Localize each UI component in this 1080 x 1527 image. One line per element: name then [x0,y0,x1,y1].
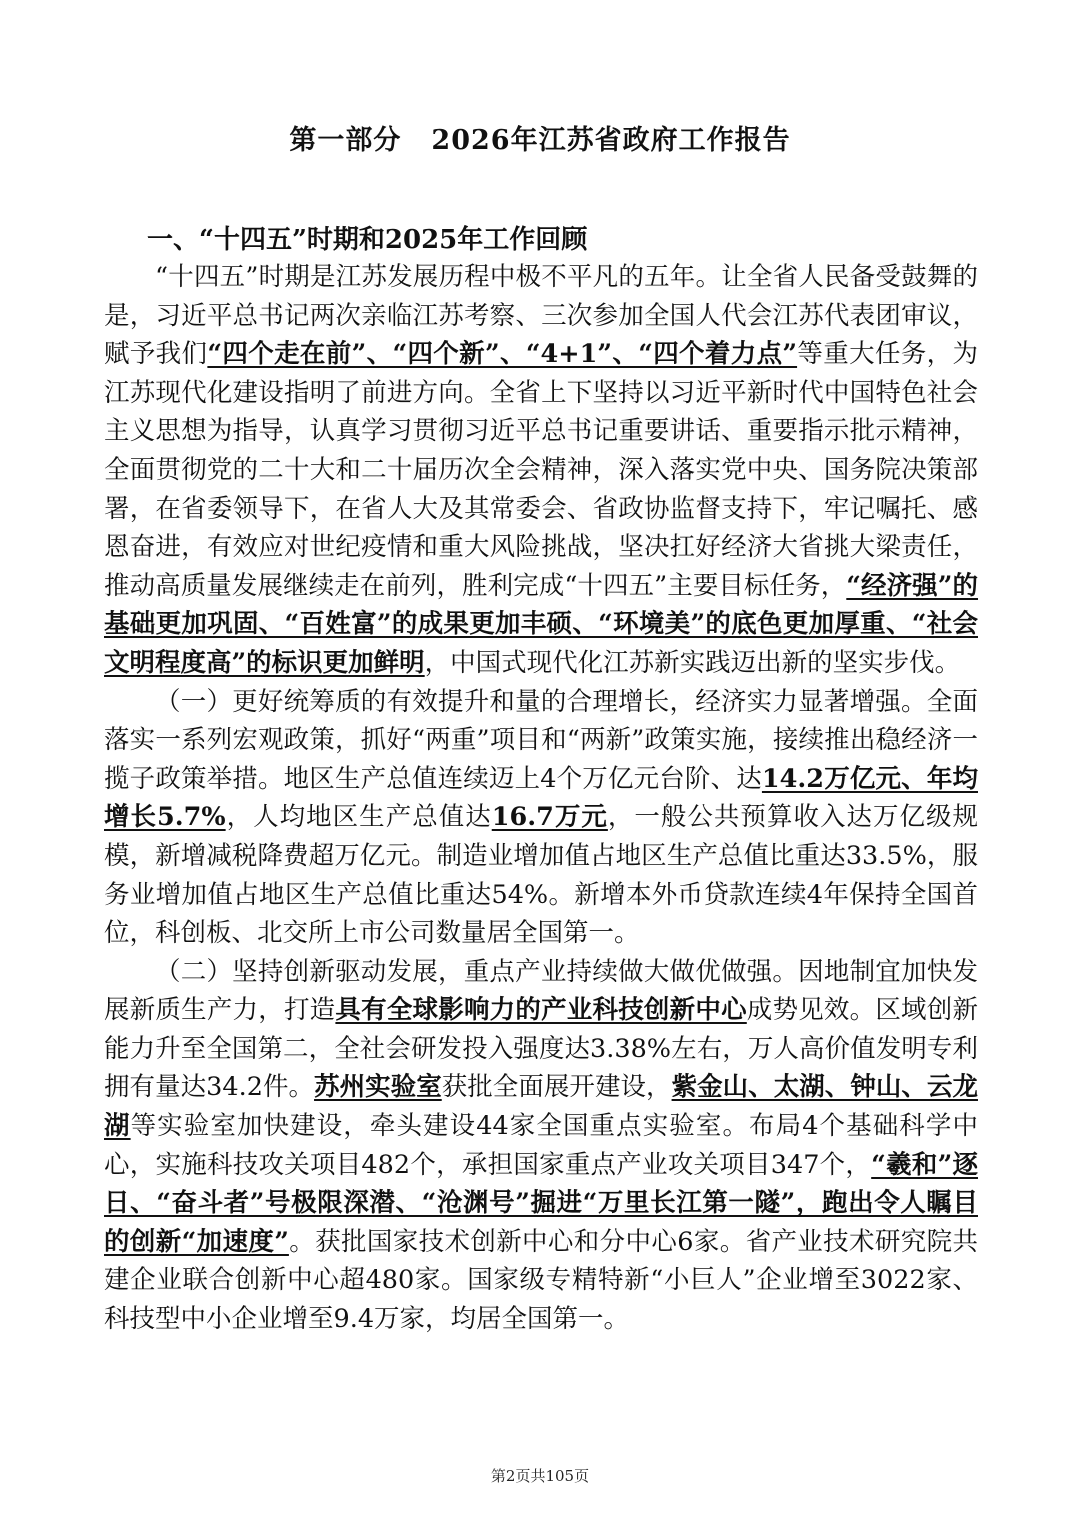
text-run: 获批全面展开建设， [441,1072,672,1103]
page-title [0,118,1080,157]
paragraph-1 [104,258,978,683]
text-run: ，人均地区生产总值达 [225,802,492,833]
text-run: ，一般公共预算收入达万亿级规模，新增减税降费超万亿元。制造业增加值占地区生产总值比重达33.5%，服务业增加值占地区生产总值比重达54%。新增本外币贷款连续4年保持全国首位，科创板、北交所上市公司数量居全国第一。 [104,802,978,949]
text-run: 成势见效。区域创新能力升至全国第二，全社会研发投入强度达3.38%左右，万人高价值发明专利拥有量达34.2件。 [104,995,978,1103]
text-run: “十四五”时期是江苏发展历程中极不平凡的五年。让全省人民备受鼓舞的是，习近平总书记两次亲临江苏考察、三次参加全国人代会江苏代表团审议，赋予我们 [104,262,978,370]
section-heading: 一、“十四五”时期和2025年工作回顾 [147,225,588,255]
text-run: 等实验室加快建设，牵头建设44家全国重点实验室。布局4个基础科学中心，实施科技攻关项目482个，承担国家重点产业攻关项目347个， [104,1111,978,1180]
page-footer: 第2页共105页 [490,1467,590,1485]
title-main: 2026年江苏省政府工作报告 [431,125,791,156]
paragraph-3 [104,953,978,1339]
text-run: ，中国式现代化江苏新实践迈出新的坚实步伐。 [424,647,961,678]
highlighted-text: 苏州实验室 [314,1072,442,1103]
text-run: 等重大任务，为江苏现代化建设指明了前进方向。全省上下坚持以习近平新时代中国特色社会主义思想为指导，认真学习贯彻习近平总书记重要讲话、重要指示批示精神，全面贯彻党的二十大和二十届历次全会精神，深入落实党中央、国务院决策部署，在省委领导下，在省人大及其常委会、省政协监督支持下，牢记嘱托、感恩奋进，有效应对世纪疫情和重大风险挑战，坚决扛好经济大省挑大梁责任，推动高质量发展继续走在前列，胜利完成“十四五”主要目标任务， [104,339,978,601]
highlighted-text: 具有全球影响力的产业科技创新中心 [335,995,747,1026]
highlighted-text: “四个走在前”、“四个新”、“4+1”、“四个着力点” [207,339,798,370]
text-run: （二）坚持创新驱动发展，重点产业持续做大做优做强。因地制宜加快发展新质生产力，打造 [104,956,978,1026]
highlighted-text: 紫金山、太湖、钟山、云龙湖 [104,1072,978,1142]
text-run: 。获批国家技术创新中心和分中心6家。省产业技术研究院共建企业联合创新中心超480家。国家级专精特新“小巨人”企业增至3022家、科技型中小企业增至9.4万家，均居全国第一。 [104,1226,978,1335]
highlighted-text: 14.2万亿元、年均增长5.7% [104,763,978,833]
text-run: （一）更好统筹质的有效提升和量的合理增长，经济实力显著增强。全面落实一系列宏观政策，抓好“两重”项目和“两新”政策实施，接续推出稳经济一揽子政策举措。地区生产总值连续迈上4个万亿元台阶、达 [104,686,978,794]
highlighted-text: 16.7万元 [491,802,608,833]
paragraph-2 [104,683,978,953]
body-text [104,258,978,1339]
highlighted-text: “经济强”的基础更加巩固、“百姓富”的成果更加丰硕、“环境美”的底色更加厚重、“社会文明程度高”的标识更加鲜明 [104,570,979,678]
title-part: 第一部分 [289,125,402,156]
highlighted-text: “羲和”逐日、“奋斗者”号极限深潜、“沧渊号”掘进“万里长江第一隧”，跑出令人瞩目的创新“加速度” [104,1149,978,1257]
